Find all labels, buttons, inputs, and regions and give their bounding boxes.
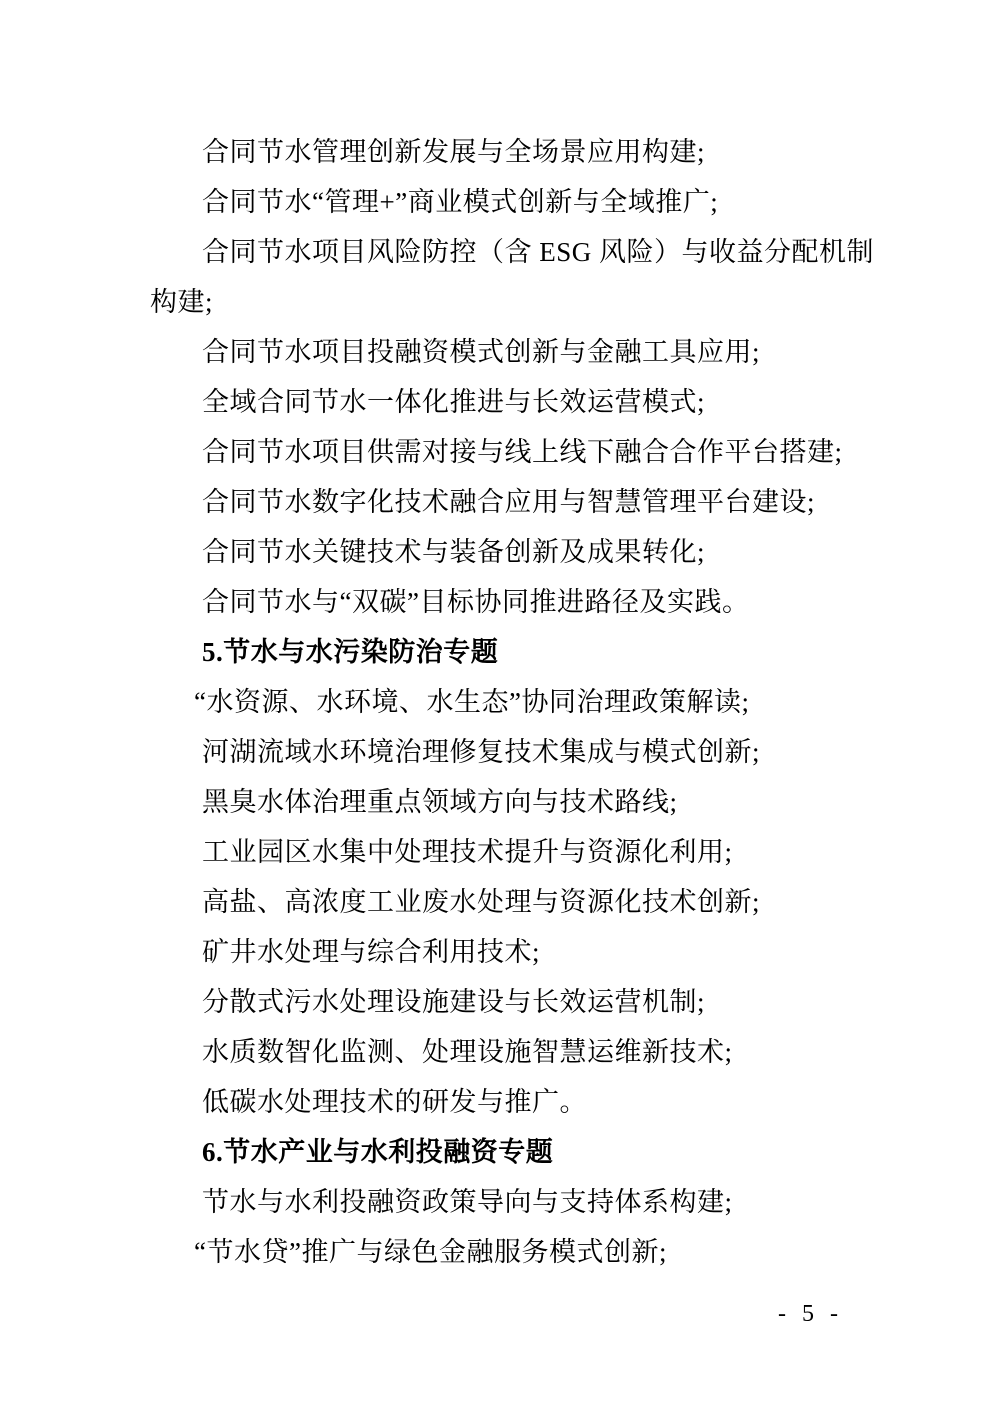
topic-line: 低碳水处理技术的研发与推广。: [202, 1087, 587, 1117]
topic-line: 合同节水项目风险防控（含 ESG 风险）与收益分配机制: [202, 237, 875, 267]
topic-line-continuation: 构建;: [150, 287, 214, 317]
topic-line: 合同节水数字化技术融合应用与智慧管理平台建设;: [202, 487, 816, 517]
topic-line: 工业园区水集中处理技术提升与资源化利用;: [202, 837, 733, 867]
topic-line: 合同节水管理创新发展与全场景应用构建;: [202, 137, 706, 167]
topic-line: 合同节水关键技术与装备创新及成果转化;: [202, 537, 706, 567]
topic-line: “节水贷”推广与绿色金融服务模式创新;: [194, 1237, 667, 1267]
topic-line: 水质数智化监测、处理设施智慧运维新技术;: [202, 1037, 733, 1067]
topic-line: 合同节水“管理+”商业模式创新与全域推广;: [202, 187, 719, 217]
page-number: - 5 -: [778, 1301, 843, 1327]
topic-line: 合同节水项目投融资模式创新与金融工具应用;: [202, 337, 761, 367]
topic-line: 高盐、高浓度工业废水处理与资源化技术创新;: [202, 887, 761, 917]
topic-line: 合同节水项目供需对接与线上线下融合合作平台搭建;: [202, 437, 843, 467]
topic-line: 矿井水处理与综合利用技术;: [202, 937, 541, 967]
topic-line: “水资源、水环境、水生态”协同治理政策解读;: [194, 687, 750, 717]
section-heading-5: 5.节水与水污染防治专题: [202, 637, 499, 667]
topic-line: 分散式污水处理设施建设与长效运营机制;: [202, 987, 706, 1017]
document-content: [150, 127, 910, 1277]
topic-line: 合同节水与“双碳”目标协同推进路径及实践。: [202, 587, 750, 617]
topic-line: 黑臭水体治理重点领域方向与技术路线;: [202, 787, 678, 817]
section-heading-6: 6.节水产业与水利投融资专题: [202, 1137, 554, 1167]
topic-line: 河湖流域水环境治理修复技术集成与模式创新;: [202, 737, 761, 767]
topic-line: 全域合同节水一体化推进与长效运营模式;: [202, 387, 706, 417]
topic-line: 节水与水利投融资政策导向与支持体系构建;: [202, 1187, 733, 1217]
